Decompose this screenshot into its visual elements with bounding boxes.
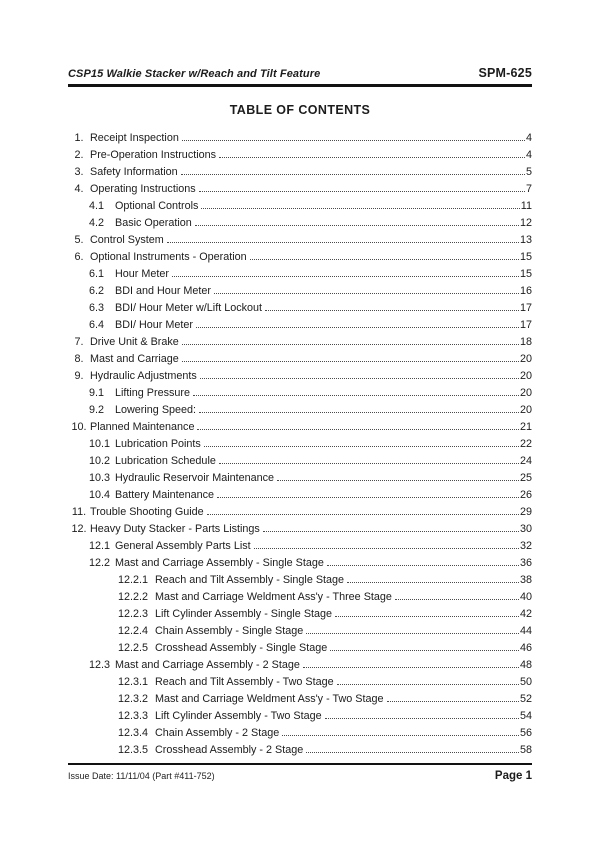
toc-entry-label: Battery Maintenance: [115, 489, 215, 501]
toc-entry: [68, 572, 532, 589]
toc-entry-label: Drive Unit & Brake: [90, 336, 179, 348]
toc-entry-page: 54: [519, 710, 532, 722]
toc-entry-number: 12.3.5: [118, 744, 149, 756]
toc-entry-number: 12.1: [89, 540, 111, 552]
dot-leader: [207, 514, 519, 515]
dot-leader: [172, 276, 519, 277]
toc-entry: [68, 674, 532, 691]
toc-entry: [68, 266, 532, 283]
toc-entry-page: 52: [519, 693, 532, 705]
toc-entry-page: 20: [519, 404, 532, 416]
toc-entry: [68, 589, 532, 606]
toc-entry-label: Lowering Speed:: [115, 404, 197, 416]
toc-entry: [68, 317, 532, 334]
dot-leader: [250, 259, 519, 260]
toc-entry-label: BDI and Hour Meter: [115, 285, 212, 297]
dot-leader: [217, 497, 519, 498]
toc-entry-page: 44: [519, 625, 532, 637]
toc-entry: [68, 334, 532, 351]
toc-entry-page: 30: [519, 523, 532, 535]
toc-entry-number: 9.2: [89, 404, 105, 416]
toc-entry-page: 40: [519, 591, 532, 603]
toc-entry-page: 17: [519, 302, 532, 314]
toc-entry-label: Receipt Inspection: [90, 132, 179, 144]
toc-entry-page: 42: [519, 608, 532, 620]
dot-leader: [199, 191, 525, 192]
toc-entry-page: 26: [519, 489, 532, 501]
toc-entry-number: 7.: [74, 336, 84, 348]
dot-leader: [219, 463, 519, 464]
toc-entry-number: 12.2.1: [118, 574, 149, 586]
toc-entry-page: 21: [519, 421, 532, 433]
toc-entry-page: 20: [519, 387, 532, 399]
toc-entry-label: Lubrication Schedule: [115, 455, 216, 467]
toc-entry: [68, 538, 532, 555]
dot-leader: [214, 293, 519, 294]
toc-entry-number: 1.: [74, 132, 84, 144]
toc-entry-page: 29: [519, 506, 532, 518]
toc-entry-number: 12.2.2: [118, 591, 149, 603]
toc-entry-page: 32: [519, 540, 532, 552]
toc-entry-number: 12.2.5: [118, 642, 149, 654]
toc-entry-label: Lifting Pressure: [115, 387, 191, 399]
header-rule: [68, 84, 532, 87]
toc-entry-number: 4.1: [89, 200, 105, 212]
toc-entry-number: 9.: [74, 370, 84, 382]
toc-entry-page: 4: [525, 149, 532, 161]
dot-leader: [303, 667, 519, 668]
dot-leader: [330, 650, 519, 651]
toc-entry-label: Mast and Carriage Weldment Ass'y - Two Stage: [155, 693, 384, 705]
dot-leader: [167, 242, 519, 243]
toc-entry: [68, 436, 532, 453]
toc-entry: [68, 147, 532, 164]
footer-issue-date: Issue Date: 11/11/04 (Part #411-752): [68, 771, 215, 781]
toc-entry-label: Planned Maintenance: [90, 421, 195, 433]
toc-entry: [68, 640, 532, 657]
toc-entry-page: 48: [519, 659, 532, 671]
toc-entry: [68, 555, 532, 572]
toc-entry-label: Safety Information: [90, 166, 178, 178]
dot-leader: [219, 157, 525, 158]
toc-entry-label: Pre-Operation Instructions: [90, 149, 217, 161]
toc-entry-number: 11.: [71, 506, 87, 518]
dot-leader: [265, 310, 519, 311]
toc-entry-number: 10.: [71, 421, 87, 433]
toc-entry: [68, 232, 532, 249]
toc-entry-label: Lift Cylinder Assembly - Single Stage: [155, 608, 333, 620]
toc-entry-page: 46: [519, 642, 532, 654]
toc-entry-page: 15: [519, 268, 532, 280]
toc-entry-label: Mast and Carriage: [90, 353, 179, 365]
toc-entry-label: Basic Operation: [115, 217, 192, 229]
toc-entry: [68, 198, 532, 215]
toc-entry-label: Chain Assembly - Single Stage: [155, 625, 304, 637]
toc-entry-number: 10.4: [89, 489, 111, 501]
dot-leader: [263, 531, 519, 532]
toc-entry-page: 20: [519, 353, 532, 365]
toc-entry-label: Hour Meter: [115, 268, 170, 280]
dot-leader: [277, 480, 519, 481]
toc-entry-label: Hydraulic Reservoir Maintenance: [115, 472, 275, 484]
toc-entry-number: 6.: [74, 251, 84, 263]
dot-leader: [199, 412, 519, 413]
toc-entry: [68, 453, 532, 470]
toc-entry-label: Operating Instructions: [90, 183, 196, 195]
toc-entry-number: 3.: [74, 166, 84, 178]
toc-entry-page: 12: [519, 217, 532, 229]
dot-leader: [335, 616, 519, 617]
toc-entry-page: 4: [525, 132, 532, 144]
toc-list: [68, 130, 532, 759]
toc-entry-page: 56: [519, 727, 532, 739]
toc-entry-label: Chain Assembly - 2 Stage: [155, 727, 280, 739]
dot-leader: [181, 174, 525, 175]
toc-entry-label: Mast and Carriage Assembly - Single Stage: [115, 557, 324, 569]
dot-leader: [195, 225, 519, 226]
dot-leader: [327, 565, 519, 566]
toc-entry-label: BDI/ Hour Meter: [115, 319, 193, 331]
footer-page-number: Page 1: [494, 770, 532, 782]
toc-entry-number: 6.4: [89, 319, 105, 331]
dot-leader: [325, 718, 519, 719]
header-model-title: CSP15 Walkie Stacker w/Reach and Tilt Feature: [68, 68, 321, 80]
toc-entry: [68, 504, 532, 521]
toc-entry-page: 22: [519, 438, 532, 450]
page-footer: [68, 763, 532, 782]
toc-entry: [68, 249, 532, 266]
toc-entry: [68, 351, 532, 368]
toc-entry-number: 6.2: [89, 285, 105, 297]
toc-entry: [68, 164, 532, 181]
dot-leader: [182, 140, 525, 141]
toc-entry-number: 4.2: [89, 217, 105, 229]
toc-entry: [68, 470, 532, 487]
dot-leader: [347, 582, 519, 583]
toc-entry-label: Crosshead Assembly - Single Stage: [155, 642, 328, 654]
dot-leader: [337, 684, 519, 685]
toc-entry: [68, 521, 532, 538]
toc-entry-page: 7: [525, 183, 532, 195]
toc-entry-number: 12.2: [89, 557, 111, 569]
toc-entry: [68, 130, 532, 147]
toc-entry-number: 12.: [71, 523, 87, 535]
toc-entry-label: Lift Cylinder Assembly - Two Stage: [155, 710, 322, 722]
toc-entry-number: 10.2: [89, 455, 111, 467]
toc-entry: [68, 368, 532, 385]
toc-entry: [68, 708, 532, 725]
toc-entry-label: Optional Controls: [115, 200, 199, 212]
dot-leader: [197, 429, 519, 430]
toc-entry: [68, 623, 532, 640]
toc-entry-page: 38: [519, 574, 532, 586]
dot-leader: [395, 599, 519, 600]
toc-entry-page: 24: [519, 455, 532, 467]
toc-entry-number: 12.2.3: [118, 608, 149, 620]
toc-entry-page: 13: [519, 234, 532, 246]
toc-entry-label: Hydraulic Adjustments: [90, 370, 197, 382]
toc-entry-label: General Assembly Parts List: [115, 540, 251, 552]
page-header: [68, 0, 532, 80]
toc-entry: [68, 487, 532, 504]
toc-entry: [68, 691, 532, 708]
toc-entry-page: 20: [519, 370, 532, 382]
toc-entry-label: Trouble Shooting Guide: [90, 506, 204, 518]
dot-leader: [282, 735, 519, 736]
toc-entry: [68, 215, 532, 232]
toc-entry-number: 12.3: [89, 659, 111, 671]
toc-entry-number: 8.: [74, 353, 84, 365]
toc-entry: [68, 657, 532, 674]
toc-entry-page: 5: [525, 166, 532, 178]
toc-entry-label: Control System: [90, 234, 164, 246]
toc-entry-label: Optional Instruments - Operation: [90, 251, 247, 263]
toc-entry-label: Reach and Tilt Assembly - Two Stage: [155, 676, 334, 688]
dot-leader: [204, 446, 519, 447]
toc-entry-number: 9.1: [89, 387, 105, 399]
dot-leader: [196, 327, 519, 328]
toc-entry: [68, 742, 532, 759]
dot-leader: [254, 548, 519, 549]
dot-leader: [306, 752, 519, 753]
toc-entry-label: Reach and Tilt Assembly - Single Stage: [155, 574, 345, 586]
toc-entry-label: Crosshead Assembly - 2 Stage: [155, 744, 304, 756]
toc-entry-number: 2.: [74, 149, 84, 161]
toc-entry: [68, 300, 532, 317]
toc-entry: [68, 283, 532, 300]
toc-entry-page: 18: [519, 336, 532, 348]
dot-leader: [200, 378, 519, 379]
toc-title: TABLE OF CONTENTS: [229, 103, 371, 117]
toc-entry-number: 5.: [74, 234, 84, 246]
dot-leader: [182, 361, 519, 362]
toc-entry-number: 10.1: [89, 438, 111, 450]
toc-entry-label: BDI/ Hour Meter w/Lift Lockout: [115, 302, 263, 314]
toc-entry-page: 36: [519, 557, 532, 569]
toc-entry-page: 15: [519, 251, 532, 263]
dot-leader: [387, 701, 519, 702]
toc-entry-number: 12.3.3: [118, 710, 149, 722]
toc-entry-label: Heavy Duty Stacker - Parts Listings: [90, 523, 260, 535]
toc-entry: [68, 725, 532, 742]
toc-entry: [68, 606, 532, 623]
header-doc-number: SPM-625: [478, 66, 532, 80]
toc-entry: [68, 181, 532, 198]
dot-leader: [182, 344, 519, 345]
toc-entry-page: 50: [519, 676, 532, 688]
toc-entry-number: 6.3: [89, 302, 105, 314]
toc-entry-number: 10.3: [89, 472, 111, 484]
dot-leader: [193, 395, 519, 396]
toc-entry-number: 12.3.2: [118, 693, 149, 705]
toc-entry: [68, 385, 532, 402]
toc-entry-number: 12.3.4: [118, 727, 149, 739]
toc-entry-page: 17: [519, 319, 532, 331]
dot-leader: [201, 208, 519, 209]
toc-entry: [68, 419, 532, 436]
toc-entry-label: Mast and Carriage Weldment Ass'y - Three Stage: [155, 591, 392, 603]
toc-entry-page: 16: [519, 285, 532, 297]
toc-entry-number: 4.: [74, 183, 84, 195]
toc-entry-label: Mast and Carriage Assembly - 2 Stage: [115, 659, 300, 671]
toc-entry: [68, 402, 532, 419]
toc-entry-label: Lubrication Points: [115, 438, 201, 450]
toc-entry-page: 58: [519, 744, 532, 756]
toc-entry-number: 12.2.4: [118, 625, 149, 637]
toc-entry-number: 12.3.1: [118, 676, 149, 688]
dot-leader: [306, 633, 519, 634]
toc-entry-page: 11: [520, 200, 532, 212]
toc-entry-number: 6.1: [89, 268, 105, 280]
toc-entry-page: 25: [519, 472, 532, 484]
